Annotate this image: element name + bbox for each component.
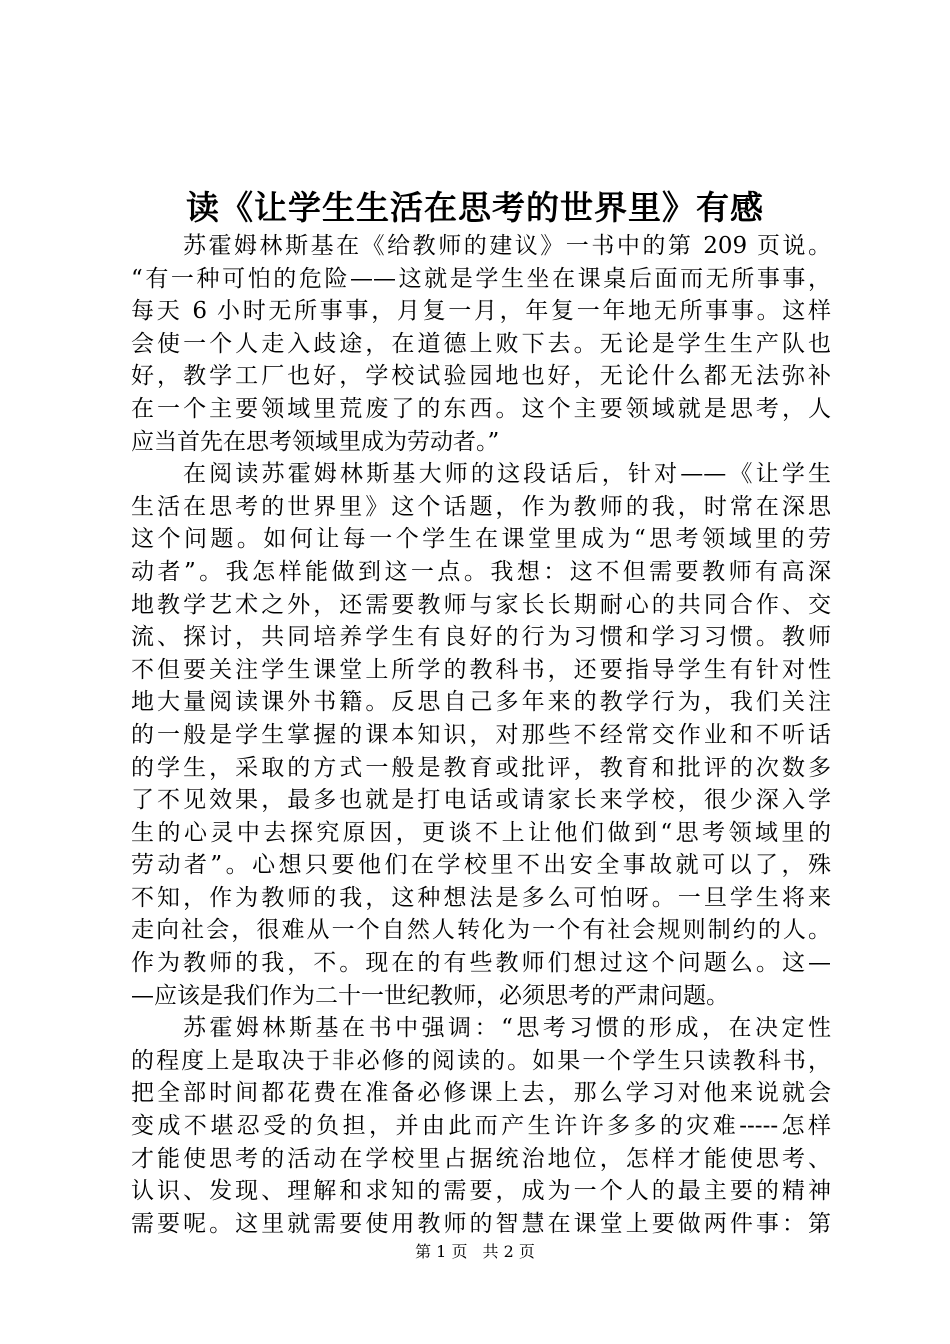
text-line: 把全部时间都花费在准备必修课上去，那么学习对他来说就会 xyxy=(131,1080,831,1107)
text-line: 好，教学工厂也好，学校试验园地也好，无论什么都无法弥补 xyxy=(131,363,831,390)
text-line: “有一种可怕的危险——这就是学生坐在课桌后面而无所事事， xyxy=(131,265,831,292)
page-title: 读《让学生生活在思考的世界里》有感 xyxy=(186,188,764,227)
text-line: 这个问题。如何让每一个学生在课堂里成为“思考领域里的劳 xyxy=(131,526,831,553)
page-number: 第 1 页 xyxy=(415,1242,468,1261)
text-line: 地大量阅读课外书籍。反思自己多年来的教学行为，我们关注 xyxy=(131,689,831,716)
text-line: 了不见效果，最多也就是打电话或请家长来学校，很少深入学 xyxy=(131,787,831,814)
page-total: 共 2 页 xyxy=(482,1242,535,1261)
text-line: 作为教师的我，不。现在的有些教师们想过这个问题么。这— xyxy=(131,950,831,977)
text-line: 每天 6 小时无所事事，月复一月，年复一年地无所事事。这样 xyxy=(131,298,831,325)
text-line: 苏霍姆林斯基在书中强调：“思考习惯的形成，在决定性 xyxy=(183,1015,831,1042)
document-body xyxy=(131,230,831,1240)
text-line: 的一般是学生掌握的课本知识，对那些不经常交作业和不听话 xyxy=(131,721,831,748)
text-line: 才能使思考的活动在学校里占据统治地位，怎样才能使思考、 xyxy=(131,1145,831,1172)
page-footer xyxy=(0,1240,950,1264)
text-line: 会使一个人走入歧途，在道德上败下去。无论是学生生产队也 xyxy=(131,330,831,357)
text-line: 需要呢。这里就需要使用教师的智慧在课堂上要做两件事：第 xyxy=(131,1210,831,1237)
text-line: 不但要关注学生课堂上所学的教科书，还要指导学生有针对性 xyxy=(131,656,831,683)
text-line: 生活在思考的世界里》这个话题，作为教师的我，时常在深思 xyxy=(131,493,831,520)
text-line: —应该是我们作为二十一世纪教师，必须思考的严肃问题。 xyxy=(131,982,729,1009)
text-line: 流、探讨，共同培养学生有良好的行为习惯和学习习惯。教师 xyxy=(131,624,831,651)
text-line: 劳动者”。心想只要他们在学校里不出安全事故就可以了，殊 xyxy=(131,852,831,879)
text-line: 在一个主要领域里荒废了的东西。这个主要领域就是思考，人 xyxy=(131,395,831,422)
text-line: 走向社会，很难从一个自然人转化为一个有社会规则制约的人。 xyxy=(131,917,831,944)
text-line: 的学生，采取的方式一般是教育或批评，教育和批评的次数多 xyxy=(131,754,831,781)
text-line: 生的心灵中去探究原因，更谈不上让他们做到“思考领域里的 xyxy=(131,819,831,846)
text-line: 不知，作为教师的我，这种想法是多么可怕呀。一旦学生将来 xyxy=(131,884,831,911)
text-line: 认识、发现、理解和求知的需要，成为一个人的最主要的精神 xyxy=(131,1178,831,1205)
text-line: 地教学艺术之外，还需要教师与家长长期耐心的共同合作、交 xyxy=(131,591,831,618)
text-line: 动者”。我怎样能做到这一点。我想：这不但需要教师有高深 xyxy=(131,558,831,585)
text-line: 在阅读苏霍姆林斯基大师的这段话后，针对——《让学生 xyxy=(183,461,831,488)
text-line: 应当首先在思考领域里成为劳动者。” xyxy=(131,428,500,455)
text-line: 变成不堪忍受的负担，并由此而产生许许多多的灾难-----怎样 xyxy=(131,1113,831,1140)
text-line: 苏霍姆林斯基在《给教师的建议》一书中的第 209 页说。 xyxy=(183,233,831,259)
text-line: 的程度上是取决于非必修的阅读的。如果一个学生只读教科书， xyxy=(131,1047,831,1074)
